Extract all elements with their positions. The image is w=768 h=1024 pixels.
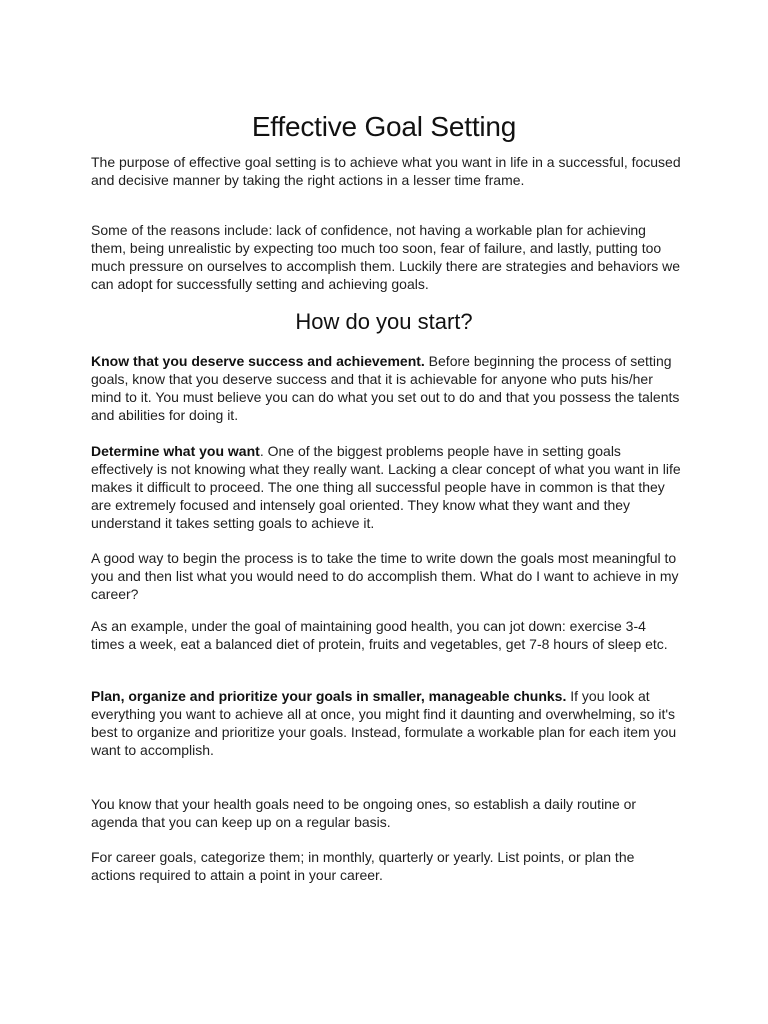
determine-lead: Determine what you want [91,443,260,459]
good-way-paragraph: A good way to begin the process is to take the time to write down the goals most meaningful to you and then list what you would need to do accomplish them. What do I want to achieve in my career? [91,550,679,602]
health-paragraph: You know that your health goals need to be ongoing ones, so establish a daily routine or agenda that you can keep up on a regular basis. [91,796,637,830]
determine-paragraph [91,442,681,532]
document-title: Effective Goal Setting [251,111,517,142]
plan-body: If you look at everything you want to achieve all at once, you might find it daunting and overwhelming, so it's best to organize and prioritize your goals. Instead, formulate a workable plan for each item you want to accomplish. [91,688,677,758]
reasons-paragraph: Some of the reasons include: lack of confidence, not having a workable plan for achieving them, being unrealistic by expecting too much too soon, fear of failure, and lastly, putting too much pressure on ourselves to accomplish them. Luckily there are strategies and behaviors we can adopt for successfully setting and achieving goals. [91,222,681,292]
career-paragraph: For career goals, categorize them; in monthly, quarterly or yearly. List points, or plan the actions required to attain a point in your career. [91,849,635,883]
plan-lead: Plan, organize and prioritize your goals in smaller, manageable chunks. [91,688,567,704]
plan-paragraph [91,687,681,759]
intro-paragraph: The purpose of effective goal setting is to achieve what you want in life in a successful, focused and decisive manner by taking the right actions in a lesser time frame. [91,154,681,188]
deserve-paragraph [91,352,681,424]
deserve-lead: Know that you deserve success and achievement. [91,353,425,369]
determine-body: . One of the biggest problems people have in setting goals effectively is not knowing what they really want. Lacking a clear concept of what you want in life makes it difficult to proceed. The one thing all successful people have in common is that they are extremely focused and intensely goal oriented. They know what they want and they understand it takes setting goals to achieve it. [91,443,681,531]
section-heading: How do you start? [295,309,473,334]
deserve-body: Before beginning the process of setting goals, know that you deserve success and that it is achievable for anyone who puts his/her mind to it. You must believe you can do what you set out to do and that you possess the talents and abilities for doing it. [91,353,680,423]
example-paragraph: As an example, under the goal of maintaining good health, you can jot down: exercise 3-4 times a week, eat a balanced diet of protein, fruits and vegetables, get 7-8 hours of sleep etc. [91,618,668,652]
